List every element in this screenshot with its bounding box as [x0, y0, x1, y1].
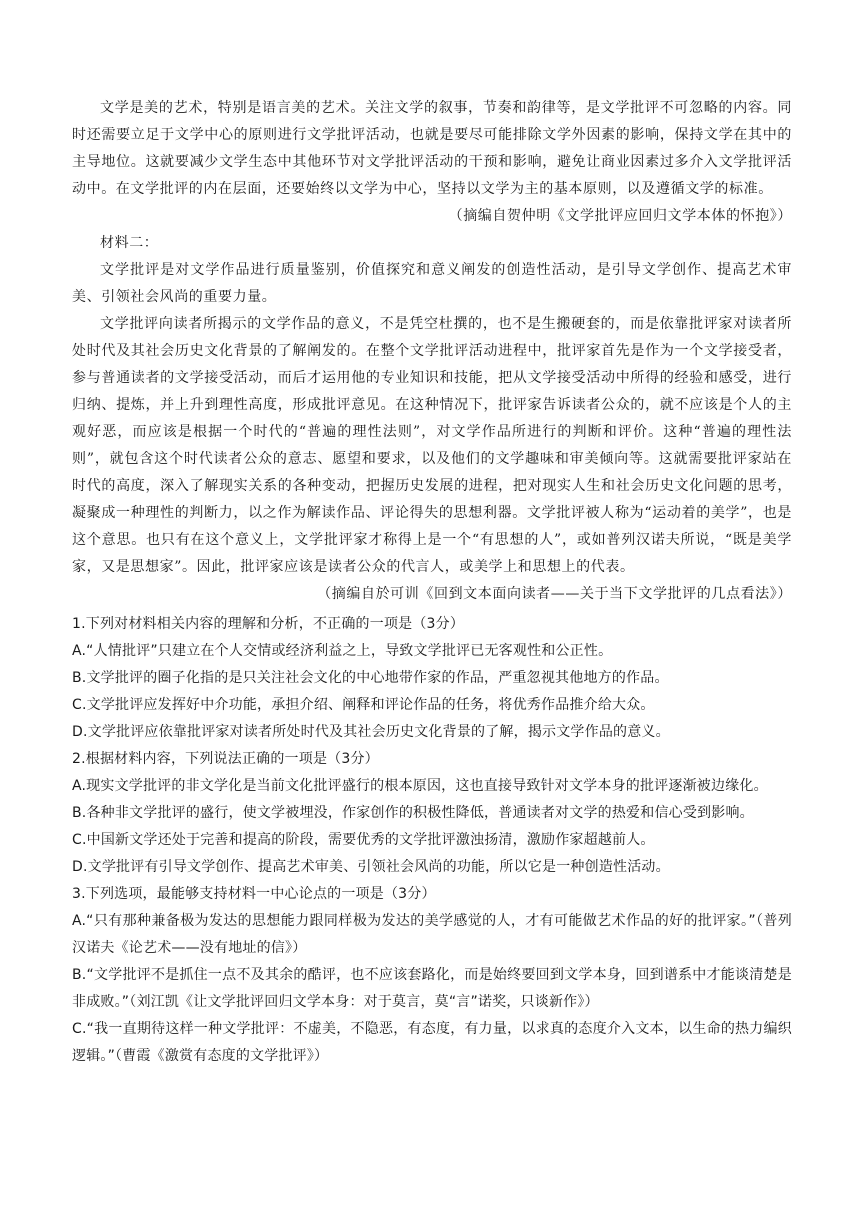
material2-label: 材料二： — [100, 235, 159, 251]
document-page — [72, 95, 792, 1070]
option-a: A.现实文学批评的非文学化是当前文化批评盛行的根本原因，这也直接导致针对文学本身的批评逐渐被边缘化。 — [72, 778, 768, 794]
question-stem: 2.根据材料内容，下列说法正确的一项是（3分） — [72, 751, 379, 767]
option-c: C.“我一直期待这样一种文学批评：不虚美，不隐恶，有态度，有力量，以求真的态度介入文本，以生命的热力编织逻辑。”（曹霞《激赏有态度的文学批评》） — [72, 1021, 792, 1064]
option-c: C.文学批评应发挥好中介功能，承担介绍、阐释和评论作品的任务，将优秀作品推介给大众。 — [72, 697, 655, 713]
question-stem: 3.下列选项，最能够支持材料一中心论点的一项是（3分） — [72, 886, 436, 902]
question-1 — [72, 611, 792, 746]
material1-paragraph: 文学是美的艺术，特别是语言美的艺术。关注文学的叙事，节奏和韵律等，是文学批评不可忽略的内容。同时还需要立足于文学中心的原则进行文学批评活动，也就是要尽可能排除文学外因素的影响，保持文学在其中的主导地位。这就要减少文学生态中其他环节对文学批评活动的干预和影响，避免让商业因素过多介入文学批评活动中。在文学批评的内在层面，还要始终以文学为中心，坚持以文学为主的基本原则，以及遵循文学的标准。 — [72, 100, 792, 197]
material2-source: （摘编自於可训《回到文本面向读者——关于当下文学批评的几点看法》） — [317, 586, 792, 602]
option-a: A.“只有那种兼备极为发达的思想能力跟同样极为发达的美学感觉的人，才有可能做艺术作品的好的批评家。”（普列汉诺夫《论艺术——没有地址的信》） — [72, 913, 792, 956]
question-stem: 1.下列对材料相关内容的理解和分析，不正确的一项是（3分） — [72, 616, 465, 632]
option-d: D.文学批评有引导文学创作、提高艺术审美、引领社会风尚的功能，所以它是一种创造性活动。 — [72, 859, 670, 875]
material1-source: （摘编自贺仲明《文学批评应回归文学本体的怀抱》） — [448, 208, 792, 224]
option-b: B.各种非文学批评的盛行，使文学被埋没，作家创作的积极性降低，普通读者对文学的热爱和信心受到影响。 — [72, 805, 754, 821]
question-3 — [72, 881, 792, 1070]
option-b: B.“文学批评不是抓住一点不及其余的酷评，也不应该套路化，而是始终要回到文学本身，回到谱系中才能谈清楚是非成败。”（刘江凯《让文学批评回归文学本身：对于莫言，莫“言”诺奖，只谈新作》） — [72, 967, 792, 1010]
option-b: B.文学批评的圈子化指的是只关注社会文化的中心地带作家的作品，严重忽视其他地方的作品。 — [72, 670, 669, 686]
option-a: A.“人情批评”只建立在个人交情或经济利益之上，导致文学批评已无客观性和公正性。 — [72, 643, 613, 659]
material2-paragraph: 文学批评向读者所揭示的文学作品的意义，不是凭空杜撰的，也不是生搬硬套的，而是依靠批评家对读者所处时代及其社会历史文化背景的了解阐发的。在整个文学批评活动进程中，批评家首先是作为一个文学接受者，参与普通读者的文学接受活动，而后才运用他的专业知识和技能，把从文学接受活动中所得的经验和感受，进行归纳、提炼，并上升到理性高度，形成批评意见。在这种情况下，批评家告诉读者公众的，就不应该是个人的主观好恶，而应该是根据一个时代的“普遍的理性法则”，对文学作品所进行的判断和评价。这种“普遍的理性法则”，就包含这个时代读者公众的意志、愿望和要求，以及他们的文学趣味和审美倾向等。这就需要批评家站在时代的高度，深入了解现实关系的各种变动，把握历史发展的进程，把对现实人生和社会历史文化问题的思考，凝聚成一种理性的判断力，以之作为解读作品、评论得失的思想利器。文学批评被人称为“运动着的美学”，也是这个意思。也只有在这个意义上，文学批评家才称得上是一个“有思想的人”，或如普列汉诺夫所说，“既是美学家，又是思想家”。因此，批评家应该是读者公众的代言人，或美学上和思想上的代表。 — [72, 316, 792, 575]
material2-paragraph: 文学批评是对文学作品进行质量鉴别，价值探究和意义阐发的创造性活动，是引导文学创作、提高艺术审美、引领社会风尚的重要力量。 — [72, 262, 792, 305]
option-d: D.文学批评应依靠批评家对读者所处时代及其社会历史文化背景的了解，揭示文学作品的意义。 — [72, 724, 670, 740]
option-c: C.中国新文学还处于完善和提高的阶段，需要优秀的文学批评激浊扬清，激励作家超越前人。 — [72, 832, 655, 848]
question-2 — [72, 746, 792, 881]
